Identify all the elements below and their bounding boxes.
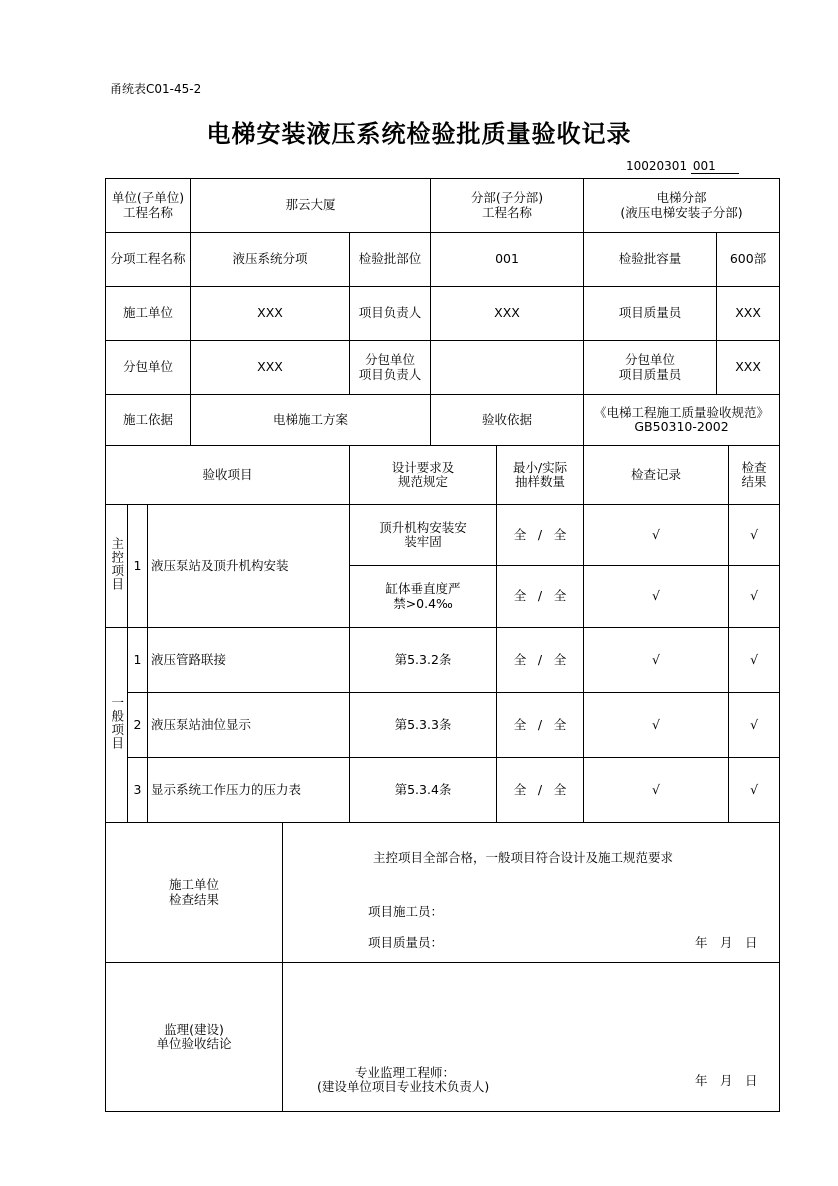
contractor-result-label: 施工单位 检查结果: [106, 823, 283, 963]
general-row-3: [106, 758, 780, 823]
row-subcontractor: [106, 341, 780, 395]
sub-division-value: 电梯分部 (液压电梯安装子分部): [584, 179, 780, 233]
sub-item-value: 液压系统分项: [191, 233, 350, 287]
general-result: √: [729, 628, 780, 693]
general-item-no: 1: [128, 628, 148, 693]
acceptance-basis-value: 《电梯工程施工质量验收规范》 GB50310-2002: [584, 395, 780, 446]
unit-project-value: 那云大厦: [191, 179, 431, 233]
general-sample: 全 / 全: [497, 758, 584, 823]
general-sample: 全 / 全: [497, 628, 584, 693]
unit-project-label: 单位(子单位) 工程名称: [106, 179, 191, 233]
engineer-sub-label: (建设单位项目专业技术负责人): [317, 1079, 490, 1094]
col-item-header: 验收项目: [106, 446, 350, 505]
quality-officer-label: 项目质量员: [584, 287, 717, 341]
col-record-header: 检查记录: [584, 446, 729, 505]
subcontractor-label: 分包单位: [106, 341, 191, 395]
row-basis: [106, 395, 780, 446]
sub-item-label: 分项工程名称: [106, 233, 191, 287]
general-design: 第5.3.3条: [350, 693, 497, 758]
general-item-no: 2: [128, 693, 148, 758]
inspection-part-label: 检验批部位: [350, 233, 431, 287]
basis-label: 施工依据: [106, 395, 191, 446]
contractor-date: 年 月 日: [695, 935, 758, 950]
doc-number-suffix: 001: [691, 159, 739, 174]
col-sample-header: 最小/实际 抽样数量: [497, 446, 584, 505]
main-item-no: 1: [128, 505, 148, 628]
main-design-2: 缸体垂直度严 禁>0.4‰: [350, 566, 497, 628]
quality-officer-value: XXX: [717, 287, 780, 341]
sub-division-label: 分部(子分部) 工程名称: [431, 179, 584, 233]
general-result: √: [729, 758, 780, 823]
quality-signature-label: 项目质量员：: [368, 935, 444, 950]
inspection-part-value: 001: [431, 233, 584, 287]
general-row-2: [106, 693, 780, 758]
general-item-name: 液压泵站油位显示: [148, 693, 350, 758]
general-item-name: 液压管路联接: [148, 628, 350, 693]
general-row-1: [106, 628, 780, 693]
general-item-no: 3: [128, 758, 148, 823]
batch-capacity-value: 600部: [717, 233, 780, 287]
main-result-1: √: [729, 505, 780, 566]
main-result-2: √: [729, 566, 780, 628]
sub-quality-label: 分包单位 项目质量员: [584, 341, 717, 395]
col-result-header: 检查 结果: [729, 446, 780, 505]
project-manager-label: 项目负责人: [350, 287, 431, 341]
row-column-headers: [106, 446, 780, 505]
sub-manager-label: 分包单位 项目负责人: [350, 341, 431, 395]
contractor-result-body: [283, 823, 780, 963]
project-manager-value: XXX: [431, 287, 584, 341]
inspection-table: [105, 178, 780, 1112]
page-title: 电梯安装液压系统检验批质量验收记录: [206, 120, 632, 148]
form-code: 甬统表C01-45-2: [110, 82, 202, 96]
main-record-1: √: [584, 505, 729, 566]
sub-quality-value: XXX: [717, 341, 780, 395]
doc-number-prefix: 10020301: [626, 159, 688, 173]
general-result: √: [729, 693, 780, 758]
basis-value: 电梯施工方案: [191, 395, 431, 446]
general-item-name: 显示系统工作压力的压力表: [148, 758, 350, 823]
main-row-1a: [106, 505, 780, 566]
main-record-2: √: [584, 566, 729, 628]
general-design: 第5.3.2条: [350, 628, 497, 693]
doc-number: [626, 159, 739, 174]
contractor-value: XXX: [191, 287, 350, 341]
row-sub-item: [106, 233, 780, 287]
supervisor-result-body: [283, 963, 780, 1112]
row-contractor: [106, 287, 780, 341]
contractor-label: 施工单位: [106, 287, 191, 341]
row-supervisor-result: [106, 963, 780, 1112]
acceptance-basis-label: 验收依据: [431, 395, 584, 446]
main-sample-1: 全 / 全: [497, 505, 584, 566]
supervisor-result-label: 监理(建设) 单位验收结论: [106, 963, 283, 1112]
main-item-name: 液压泵站及顶升机构安装: [148, 505, 350, 628]
general-record: √: [584, 758, 729, 823]
worker-signature-label: 项目施工员：: [368, 904, 444, 919]
col-design-header: 设计要求及 规范规定: [350, 446, 497, 505]
general-record: √: [584, 628, 729, 693]
main-sample-2: 全 / 全: [497, 566, 584, 628]
contractor-statement: 主控项目全部合格，一般项目符合设计及施工规范要求: [373, 850, 674, 865]
row-contractor-result: [106, 823, 780, 963]
main-control-label: 主控项目: [106, 505, 128, 628]
supervisor-date: 年 月 日: [695, 1073, 758, 1088]
batch-capacity-label: 检验批容量: [584, 233, 717, 287]
engineer-signature-label: 专业监理工程师：: [355, 1065, 456, 1080]
row-unit-project: [106, 179, 780, 233]
general-sample: 全 / 全: [497, 693, 584, 758]
general-item-label: 一般项目: [106, 628, 128, 823]
general-design: 第5.3.4条: [350, 758, 497, 823]
general-record: √: [584, 693, 729, 758]
subcontractor-value: XXX: [191, 341, 350, 395]
sub-manager-value: [431, 341, 584, 395]
main-design-1: 顶升机构安装安 装牢固: [350, 505, 497, 566]
